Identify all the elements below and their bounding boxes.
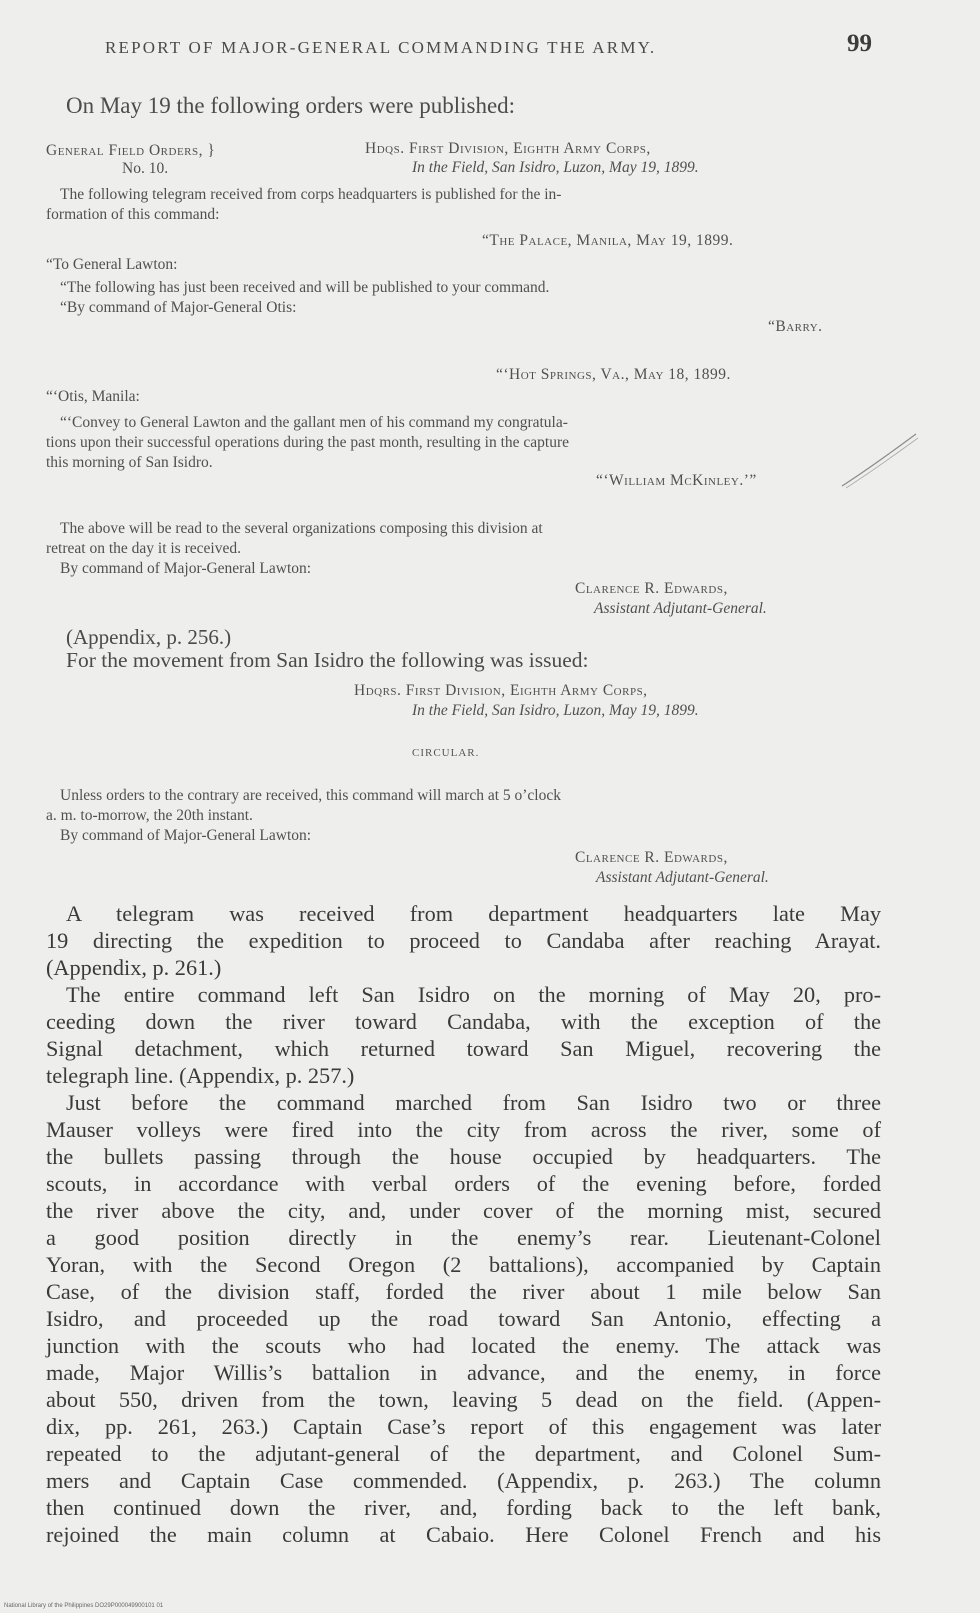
body-line: (Appendix, p. 261.) xyxy=(46,955,222,980)
convey-line3: this morning of San Isidro. xyxy=(46,454,213,471)
order1-para-line1: The following telegram received from corps headquarters is published for the in- xyxy=(60,186,562,203)
order2-by-command-lawton: By command of Major-General Lawton: xyxy=(60,827,312,844)
by-command-otis: “By command of Major-General Otis: xyxy=(60,299,297,316)
body-line: made, Major Willis’s battalion in advance, and the enemy, in force xyxy=(46,1360,881,1385)
to-general-lawton: “To General Lawton: xyxy=(46,256,178,273)
body-line: about 550, driven from the town, leaving 5 dead on the field. (Appen- xyxy=(46,1387,881,1412)
pen-mark-icon xyxy=(840,430,920,490)
body-line: ceeding down the river toward Candaba, with the exception of the xyxy=(46,1009,881,1034)
body-line: The entire command left San Isidro on the morning of May 20, pro- xyxy=(66,982,881,1007)
body-line: Just before the command marched from San Isidro two or three xyxy=(66,1090,881,1115)
order2-signer: Clarence R. Edwards, xyxy=(575,849,728,866)
body-line: rejoined the main column at Cabaio. Here Colonel French and his xyxy=(46,1522,881,1547)
order1-by-command-lawton: By command of Major-General Lawton: xyxy=(60,560,312,577)
order1-left-line1: General Field Orders, } xyxy=(46,142,216,159)
otis-manila: “‘Otis, Manila: xyxy=(46,388,140,405)
running-header: REPORT OF MAJOR-GENERAL COMMANDING THE ARMY. xyxy=(105,38,657,57)
intro-line: On May 19 the following orders were published: xyxy=(66,93,516,118)
order2-right-line2: In the Field, San Isidro, Luzon, May 19, 1899. xyxy=(412,702,699,719)
palace-dateline: “The Palace, Manila, May 19, 1899. xyxy=(482,232,734,249)
order1-signer: Clarence R. Edwards, xyxy=(575,580,728,597)
body-line: the river above the city, and, under cover of the morning mist, secured xyxy=(46,1198,881,1223)
body-line: dix, pp. 261, 263.) Captain Case’s report of this engagement was later xyxy=(46,1414,881,1439)
body-line: a good position directly in the enemy’s rear. Lieutenant-Colonel xyxy=(46,1225,881,1250)
order2-right-line1: Hdqrs. First Division, Eighth Army Corps, xyxy=(354,682,648,699)
unless-line2: a. m. to-morrow, the 20th instant. xyxy=(46,807,253,824)
hot-springs-dateline: “‘Hot Springs, Va., May 18, 1899. xyxy=(496,366,731,383)
convey-line1: “‘Convey to General Lawton and the gallant men of his command my congratula- xyxy=(60,414,568,431)
above-line1: The above will be read to the several organizations composing this division at xyxy=(60,520,543,537)
body-line: repeated to the adjutant-general of the department, and Colonel Sum- xyxy=(46,1441,881,1466)
body-line: then continued down the river, and, fording back to the left bank, xyxy=(46,1495,881,1520)
unless-line1: Unless orders to the contrary are received, this command will march at 5 o’clock xyxy=(60,787,561,804)
body-line: junction with the scouts who had located the enemy. The attack was xyxy=(46,1333,881,1358)
body-paragraph-2 xyxy=(46,981,881,1089)
body-line: telegraph line. (Appendix, p. 257.) xyxy=(46,1063,355,1088)
signature-barry: “Barry. xyxy=(768,318,823,335)
body-line: Isidro, and proceeded up the road toward San Antonio, effecting a xyxy=(46,1306,881,1331)
order1-signer-title: Assistant Adjutant-General. xyxy=(594,600,767,617)
order1-right-line2: In the Field, San Isidro, Luzon, May 19, 1899. xyxy=(412,159,699,176)
body-line: Mauser volleys were fired into the city from across the river, some of xyxy=(46,1117,881,1142)
order2-signer-title: Assistant Adjutant-General. xyxy=(596,869,769,886)
body-line: A telegram was received from department headquarters late May xyxy=(66,901,881,926)
above-line2: retreat on the day it is received. xyxy=(46,540,241,557)
body-line: 19 directing the expedition to proceed to Candaba after reaching Arayat. xyxy=(46,928,881,953)
body-line: Signal detachment, which returned toward San Miguel, recovering the xyxy=(46,1036,881,1061)
body-line: Case, of the division staff, forded the river about 1 mile below San xyxy=(46,1279,881,1304)
convey-line2: tions upon their successful operations during the past month, resulting in the capture xyxy=(46,434,570,451)
order1-left-line2: No. 10. xyxy=(122,160,169,177)
signature-mckinley: “‘William McKinley.’” xyxy=(596,472,757,489)
scan-footer: National Library of the Philippines DO29P000049900101 01 xyxy=(4,1603,164,1609)
body-paragraph-3 xyxy=(46,1089,881,1548)
following-line: “The following has just been received and will be published to your command. xyxy=(60,279,550,296)
circular-heading: CIRCULAR. xyxy=(412,747,480,759)
body-paragraph-1 xyxy=(46,900,881,981)
order1-right-line1: Hdqs. First Division, Eighth Army Corps, xyxy=(365,140,651,157)
appendix-256: (Appendix, p. 256.) xyxy=(66,625,232,649)
body-line: scouts, in accordance with verbal orders of the evening before, forded xyxy=(46,1171,881,1196)
movement-line: For the movement from San Isidro the following was issued: xyxy=(66,648,589,672)
order1-para-line2: formation of this command: xyxy=(46,206,220,223)
page-number: 99 xyxy=(847,30,872,57)
body-line: mers and Captain Case commended. (Appendix, p. 263.) The column xyxy=(46,1468,881,1493)
body-line: the bullets passing through the house occupied by headquarters. The xyxy=(46,1144,881,1169)
body-line: Yoran, with the Second Oregon (2 battalions), accompanied by Captain xyxy=(46,1252,881,1277)
